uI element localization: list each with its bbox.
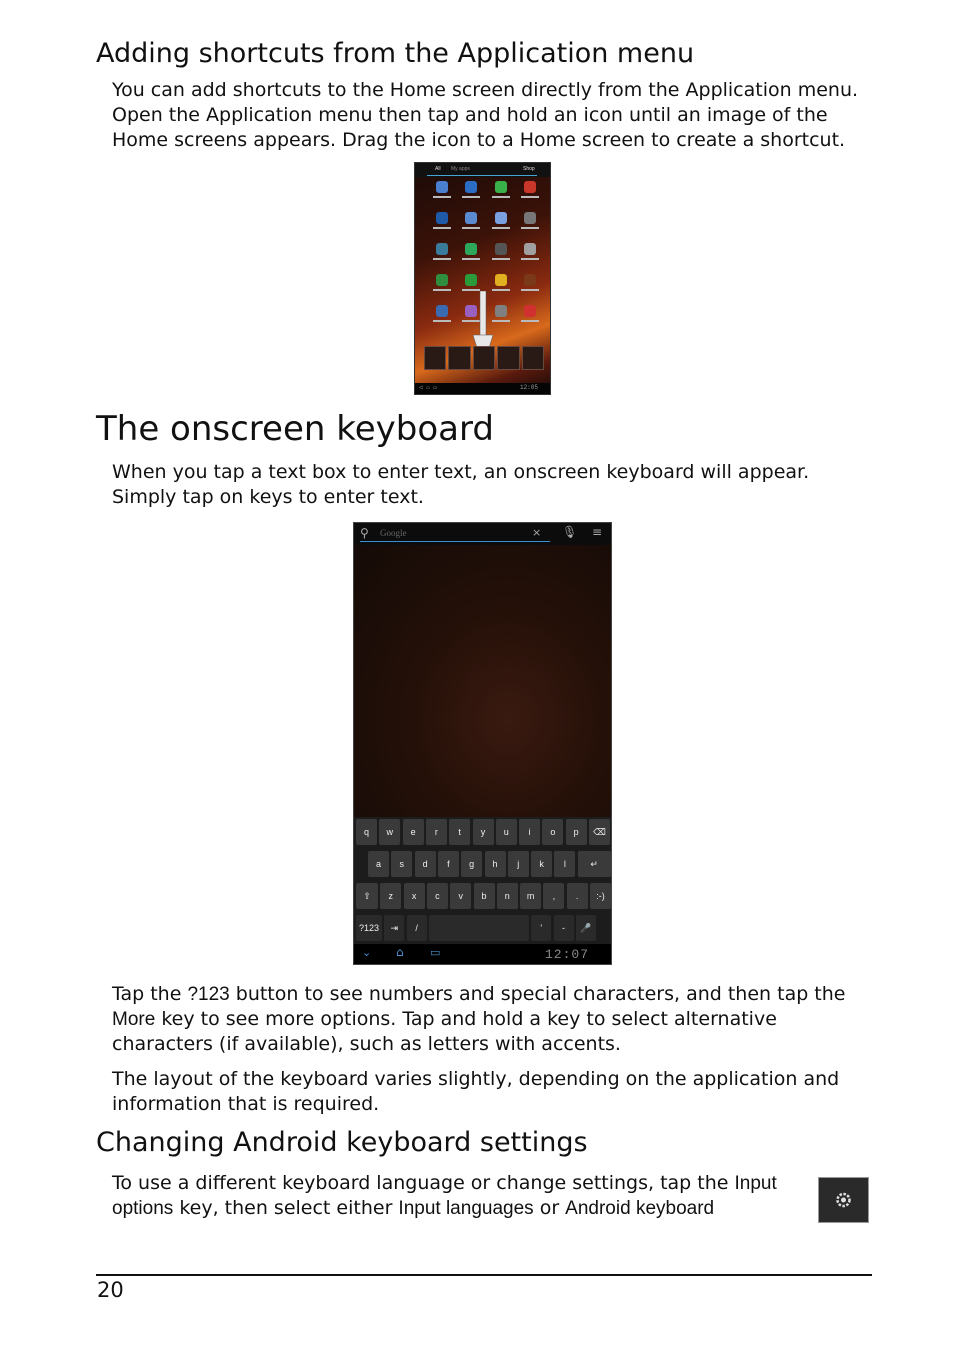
- keyboard-row-3: [356, 883, 611, 911]
- text-run: Tap the: [112, 983, 188, 1005]
- app-icon: [486, 212, 515, 233]
- keyboard-key: l: [554, 851, 575, 877]
- app-icon: [427, 181, 456, 202]
- home-icon: ⌂: [396, 945, 404, 959]
- keyboard-key: -: [554, 915, 574, 941]
- app-glyph-icon: [495, 305, 507, 317]
- app-label: [492, 196, 510, 198]
- app-glyph-icon: [436, 274, 448, 286]
- keyboard-key: n: [497, 883, 518, 909]
- keyboard-key: ⇧: [356, 883, 378, 909]
- keyboard-key: k: [531, 851, 552, 877]
- app-label: [521, 320, 539, 322]
- menu-name-input-languages: Input languages: [398, 1198, 534, 1219]
- app-glyph-icon: [436, 181, 448, 193]
- keyboard-key: ?123: [356, 915, 382, 941]
- text-run: key, then select either: [173, 1197, 399, 1219]
- keyboard-navbar: [354, 944, 611, 964]
- app-glyph-icon: [465, 274, 477, 286]
- text-run: button to see numbers and special characters, and then tap the: [229, 983, 846, 1005]
- text-line: Simply tap on keys to enter text.: [112, 486, 424, 508]
- app-glyph-icon: [524, 243, 536, 255]
- app-label: [433, 258, 451, 260]
- keyboard-key: .: [567, 883, 588, 909]
- text-run: characters (if available), such as letters with accents.: [112, 1033, 621, 1055]
- app-icon: [427, 243, 456, 264]
- keyboard-key: o: [542, 819, 563, 845]
- keys-paragraph: [112, 982, 846, 1057]
- text-line: The layout of the keyboard varies slightly, depending on the application and: [112, 1068, 840, 1090]
- keyboard-key: ⌫: [589, 819, 610, 845]
- page-title: The onscreen keyboard: [96, 409, 494, 449]
- app-label: [521, 196, 539, 198]
- keyboard-key: d: [415, 851, 436, 877]
- settings-paragraph: [112, 1171, 777, 1221]
- keyboard-row-2: [356, 851, 611, 879]
- keyboard-key: a: [368, 851, 389, 877]
- keyboard-row-1: [356, 819, 611, 847]
- keyboard-key: ': [531, 915, 551, 941]
- back-icon: ⌄: [362, 946, 372, 959]
- home-screen-preview: [473, 346, 495, 370]
- app-label: [492, 289, 510, 291]
- app-menu-clock: 12:05: [519, 384, 538, 391]
- microphone-icon: 🎙: [562, 525, 578, 539]
- menu-name-android-keyboard: Android keyboard: [565, 1198, 715, 1219]
- layout-paragraph: [112, 1067, 839, 1117]
- settings-gear-icon: [819, 1178, 868, 1222]
- keyboard-key: /: [407, 915, 427, 941]
- app-label: [521, 227, 539, 229]
- app-menu-navbar: [415, 383, 550, 394]
- app-glyph-icon: [465, 181, 477, 193]
- search-underline: [360, 541, 550, 542]
- text-line: When you tap a text box to enter text, an onscreen keyboard will appear.: [112, 461, 810, 483]
- tab-underline: [427, 175, 537, 176]
- application-menu-screenshot: [414, 162, 551, 395]
- keyboard-key: ↵: [578, 851, 611, 877]
- wallpaper: [354, 545, 611, 835]
- keyboard-key: :-): [590, 883, 611, 909]
- app-icon: [516, 274, 545, 295]
- app-label: [462, 227, 480, 229]
- keyboard-key: z: [380, 883, 401, 909]
- recent-apps-icon: ▭: [430, 946, 441, 959]
- keyboard-key: 🎤: [576, 915, 596, 941]
- app-label: [433, 196, 451, 198]
- text-line: Open the Application menu then tap and hold an icon until an image of the: [112, 104, 828, 126]
- app-glyph-icon: [524, 212, 536, 224]
- app-icon: [457, 212, 486, 233]
- keyboard-key: q: [356, 819, 377, 845]
- keyboard-key: j: [508, 851, 529, 877]
- home-screen-preview: [497, 346, 519, 370]
- keyboard-key: p: [566, 819, 587, 845]
- nav-icons: ◁ ⌂ ▭: [419, 384, 438, 391]
- keyboard-key: m: [520, 883, 541, 909]
- text-line: Home screens appears. Drag the icon to a Home screen to create a shortcut.: [112, 129, 846, 151]
- home-screen-previews: [424, 346, 544, 370]
- keyboard-key: c: [427, 883, 448, 909]
- keyboard-key: ,: [543, 883, 564, 909]
- app-label: [492, 320, 510, 322]
- tab-shop: Shop: [523, 166, 535, 172]
- section-heading-shortcuts: Adding shortcuts from the Application menu: [96, 38, 695, 69]
- keyboard-key: v: [450, 883, 471, 909]
- keyboard-key: x: [404, 883, 425, 909]
- app-icon: [516, 243, 545, 264]
- keyboard: [354, 817, 611, 945]
- app-label: [462, 258, 480, 260]
- app-label: [521, 289, 539, 291]
- search-icon: ⚲: [360, 526, 369, 540]
- search-input: Google: [380, 528, 407, 538]
- keyboard-key: u: [496, 819, 517, 845]
- keyboard-clock: 12:07: [544, 947, 589, 962]
- app-icon: [457, 181, 486, 202]
- app-glyph-icon: [465, 212, 477, 224]
- keyboard-key: y: [473, 819, 494, 845]
- app-glyph-icon: [524, 274, 536, 286]
- app-glyph-icon: [465, 243, 477, 255]
- page-number: 20: [97, 1278, 124, 1302]
- keyboard-key: ⇥: [384, 915, 404, 941]
- app-glyph-icon: [436, 305, 448, 317]
- shortcuts-paragraph: [112, 78, 858, 153]
- app-label: [462, 196, 480, 198]
- tab-my-apps: My apps: [451, 166, 470, 172]
- clear-icon: ×: [532, 526, 542, 539]
- app-label: [492, 227, 510, 229]
- onscreen-keyboard-screenshot: [353, 522, 612, 965]
- keyboard-row-4: [356, 915, 611, 943]
- app-label: [521, 258, 539, 260]
- text-run: or: [533, 1197, 566, 1219]
- keyboard-key: t: [449, 819, 470, 845]
- key-name-options: options: [112, 1198, 174, 1219]
- app-glyph-icon: [524, 305, 536, 317]
- app-glyph-icon: [495, 181, 507, 193]
- app-label: [492, 258, 510, 260]
- app-icon: [427, 274, 456, 295]
- tab-all: All: [435, 166, 441, 172]
- app-glyph-icon: [524, 181, 536, 193]
- app-icon: [427, 305, 456, 326]
- app-icon: [457, 243, 486, 264]
- text-run: key to see more options. Tap and hold a key to select alternative: [155, 1008, 777, 1030]
- home-screen-preview: [522, 346, 544, 370]
- app-glyph-icon: [436, 243, 448, 255]
- app-glyph-icon: [495, 243, 507, 255]
- app-glyph-icon: [436, 212, 448, 224]
- keyboard-key: f: [438, 851, 459, 877]
- home-screen-preview: [448, 346, 470, 370]
- app-label: [433, 320, 451, 322]
- menu-icon: ≡: [592, 525, 603, 539]
- input-options-key-image: [818, 1177, 869, 1223]
- text-line: You can add shortcuts to the Home screen directly from the Application menu.: [112, 79, 859, 101]
- app-glyph-icon: [495, 212, 507, 224]
- keyboard-key: h: [485, 851, 506, 877]
- key-name-input: Input: [734, 1173, 777, 1194]
- keyboard-key: b: [474, 883, 495, 909]
- keyboard-key: w: [379, 819, 400, 845]
- key-name-more: More: [112, 1009, 156, 1030]
- text-run: To use a different keyboard language or change settings, tap the: [112, 1172, 735, 1194]
- app-label: [433, 227, 451, 229]
- home-screen-preview: [424, 346, 446, 370]
- key-name-123: ?123: [187, 984, 230, 1005]
- app-icon: [427, 212, 456, 233]
- app-icon: [516, 305, 545, 326]
- app-icon: [486, 181, 515, 202]
- app-icon: [516, 181, 545, 202]
- section-heading-keyboard-settings: Changing Android keyboard settings: [96, 1127, 588, 1158]
- app-icon: [486, 243, 515, 264]
- keyboard-intro-paragraph: [112, 460, 809, 510]
- app-label: [433, 289, 451, 291]
- app-glyph-icon: [495, 274, 507, 286]
- keyboard-key: s: [391, 851, 412, 877]
- keyboard-key: g: [461, 851, 482, 877]
- keyboard-key: i: [519, 819, 540, 845]
- keyboard-key: r: [426, 819, 447, 845]
- footer-rule: [96, 1274, 872, 1276]
- keyboard-key: e: [403, 819, 424, 845]
- search-bar: [354, 523, 611, 545]
- text-line: information that is required.: [112, 1093, 380, 1115]
- space-key: [429, 915, 529, 941]
- app-icon: [516, 212, 545, 233]
